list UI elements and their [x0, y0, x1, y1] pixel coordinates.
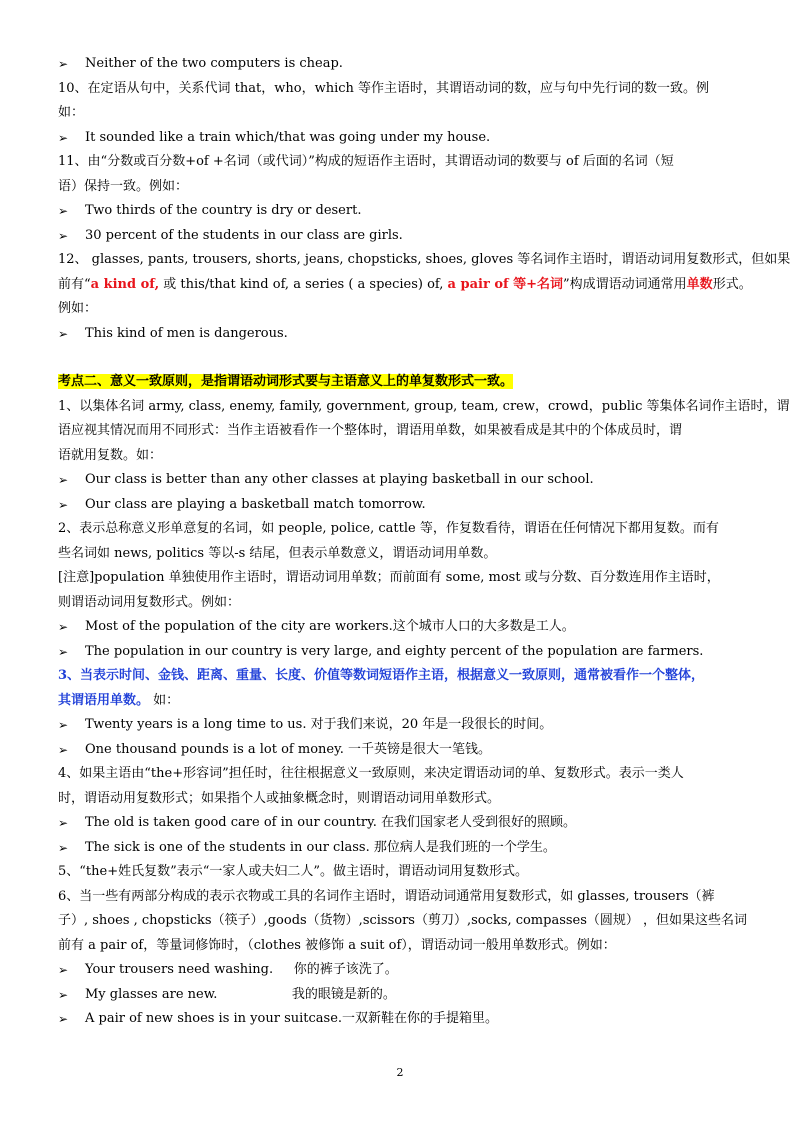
bullet-arrow-icon: ➢: [58, 326, 69, 341]
bullet-arrow-icon: ➢: [58, 620, 69, 634]
emphasis-red: a kind of,: [90, 276, 160, 292]
bullet-arrow-icon: ➢: [58, 1012, 69, 1026]
paragraph-line: 2、表示总称意义形单意复的名词，如 people, police, cattle 等，作复数看待，谓语在任何情况下都用复数。而有: [58, 521, 719, 536]
example-line: ➢ The population in our country is very large, and eighty percent of the population are farmers.: [58, 640, 748, 665]
paragraph-line: 些名词如 news, politics 等以-s 结尾，但表示单数意义，谓语动词用单数。: [58, 545, 497, 561]
example-line: ➢ Most of the population of the city are workers.这个城市人口的大多数是工人。: [58, 615, 748, 640]
emphasis-red: 单数: [686, 276, 713, 292]
bullet-arrow-icon: ➢: [58, 130, 69, 145]
example-line: ➢ Twenty years is a long time to us. 对于我们来说，20 年是一段很长的时间。: [58, 713, 748, 738]
example-line: ➢ A pair of new shoes is in your suitcase.一双新鞋在你的手提箱里。: [58, 1007, 748, 1032]
paragraph-line: 1、以集体名词 army, class, enemy, family, government, group, team, crew，crowd，public 等集体名词作主语时，谓: [58, 398, 790, 414]
bullet-arrow-icon: ➢: [58, 963, 69, 977]
example-line: ➢ Our class is better than any other classes at playing basketball in our school.: [58, 468, 748, 493]
paragraph-line: 如：: [58, 105, 85, 120]
example-line: ➢ It sounded like a train which/that was going under my house.: [58, 126, 748, 151]
paragraph-line-blue: 3、当表示时间、金钱、距离、重量、长度、价值等数词短语作主语，根据意义一致原则，通常被看作一个整体，: [58, 668, 705, 683]
example-line: ➢ Your trousers need washing. 你的裤子该洗了。: [58, 958, 748, 983]
example-line: ➢ Our class are playing a basketball match tomorrow.: [58, 493, 748, 518]
paragraph-line: 6、当一些有两部分构成的表示衣物或工具的名词作主语时，谓语动词通常用复数形式，如 glasses, trousers（裤: [58, 888, 715, 904]
example-line: ➢ The sick is one of the students in our class. 那位病人是我们班的一个学生。: [58, 836, 748, 861]
paragraph-line: 语）保持一致。例如：: [58, 178, 189, 194]
bullet-arrow-icon: ➢: [58, 816, 69, 830]
paragraph-line: 10、在定语从句中，关系代词 that，who，which 等作主语时，其谓语动词的数，应与句中先行词的数一致。例: [58, 80, 710, 96]
paragraph-line-blue: 其谓语用单数。 如：: [58, 692, 180, 708]
paragraph-line: 则谓语动词用复数形式。例如：: [58, 594, 241, 610]
page-number: 2: [396, 1066, 404, 1079]
emphasis-red: a pair of 等+名词: [447, 276, 564, 292]
paragraph-line: 4、如果主语由“the+形容词”担任时，往往根据意义一致原则，来决定谓语动词的单、复数形式。表示一类人: [58, 766, 684, 781]
paragraph-line-highlighted: 前有“a kind of, 或 this/that kind of, a series ( a species) of, a pair of 等+名词”构成谓语动词通常用单数形式。: [58, 276, 752, 292]
example-line: ➢ Two thirds of the country is dry or desert.: [58, 199, 748, 224]
bullet-arrow-icon: ➢: [58, 742, 69, 757]
bullet-arrow-icon: ➢: [58, 497, 69, 512]
example-line: ➢ My glasses are new. 我的眼镜是新的。: [58, 983, 748, 1008]
example-line: ➢ This kind of men is dangerous.: [58, 322, 748, 347]
example-line: ➢ One thousand pounds is a lot of money. 一千英镑是很大一笔钱。: [58, 738, 748, 763]
paragraph-line: 5、“the+姓氏复数”表示“一家人或夫妇二人”。做主语时，谓语动词用复数形式。: [58, 864, 529, 879]
paragraph-line: 11、由“分数或百分数+of +名词（或代词）”构成的短语作主语时，其谓语动词的数要与 of 后面的名词（短: [58, 154, 674, 169]
bullet-arrow-icon: ➢: [58, 644, 69, 659]
bullet-arrow-icon: ➢: [58, 473, 69, 487]
bullet-arrow-icon: ➢: [58, 840, 69, 855]
bullet-arrow-icon: ➢: [58, 204, 69, 218]
page-content: [58, 52, 791, 1032]
example-line: ➢ The old is taken good care of in our country. 在我们国家老人受到很好的照顾。: [58, 811, 748, 836]
bullet-arrow-icon: ➢: [58, 718, 69, 732]
paragraph-line: 前有 a pair of，等量词修饰时，（clothes 被修饰 a suit of），谓语动词一般用单数形式。例如：: [58, 937, 616, 953]
paragraph-line: 时，谓语动用复数形式；如果指个人或抽象概念时，则谓语动词用单数形式。: [58, 790, 501, 806]
paragraph-line: 语应视其情况而用不同形式：当作主语被看作一个整体时，谓语用单数，如果被看成是其中的个体成员时，谓: [58, 423, 683, 438]
paragraph-line: 12、 glasses, pants, trousers, shorts, jeans, chopsticks, shoes, gloves 等名词作主语时，谓语动词用复数形式，但如果: [58, 252, 791, 267]
example-line: ➢ Neither of the two computers is cheap.: [58, 52, 748, 77]
section-heading: 考点二、意义一致原则，是指谓语动词形式要与主语意义上的单复数形式一致。: [58, 374, 514, 389]
paragraph-line: [注意]population 单独使用作主语时，谓语动词用单数；而前面有 some, most 或与分数、百分数连用作主语时，: [58, 570, 720, 585]
paragraph-line: 语就用复数。如：: [58, 447, 163, 463]
bullet-arrow-icon: ➢: [58, 987, 69, 1002]
example-line: ➢ 30 percent of the students in our class are girls.: [58, 224, 748, 249]
paragraph-line: 例如：: [58, 301, 98, 316]
paragraph-line: 子）, shoes , chopsticks（筷子）,goods（货物）,scissors（剪刀）,socks, compasses（圆规） ，但如果这些名词: [58, 913, 748, 928]
bullet-arrow-icon: ➢: [58, 57, 69, 71]
bullet-arrow-icon: ➢: [58, 228, 69, 243]
